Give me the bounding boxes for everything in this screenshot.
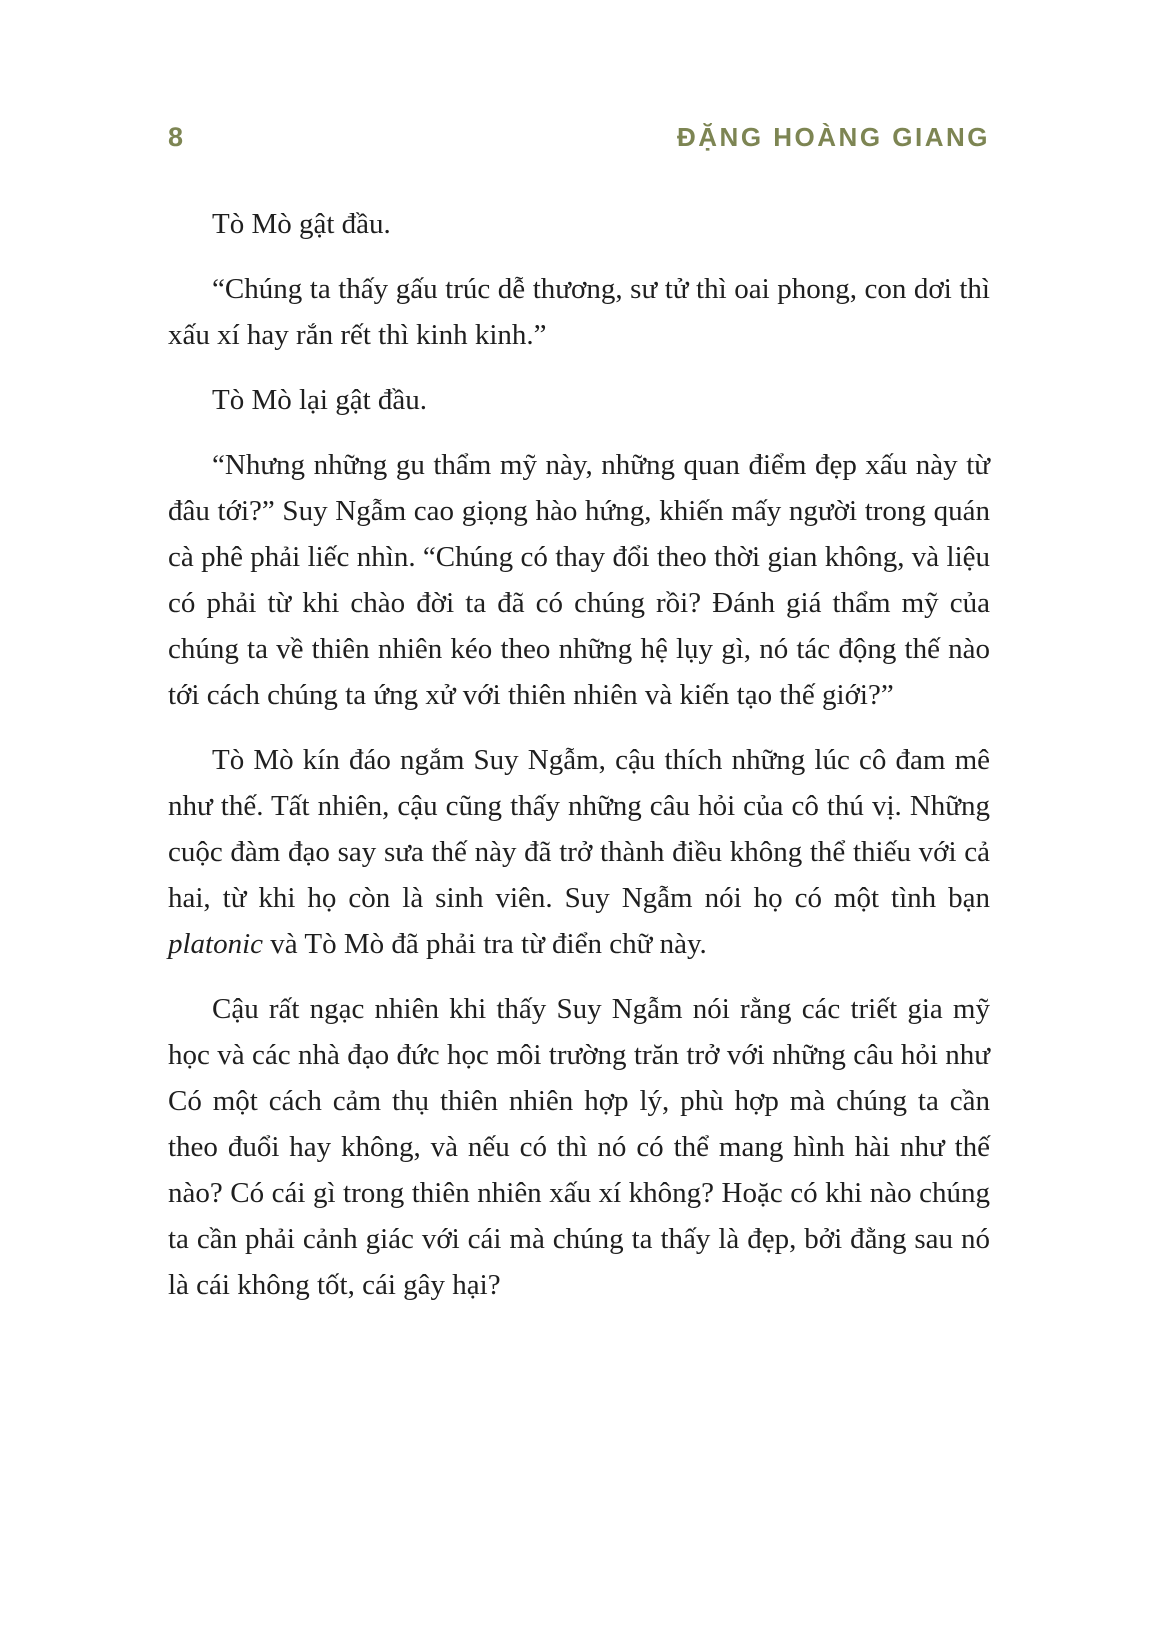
page-body <box>168 201 990 1308</box>
page-number: 8 <box>168 122 184 152</box>
paragraph <box>168 266 990 358</box>
paragraph <box>168 986 990 1308</box>
paragraph <box>168 377 990 423</box>
text-segment: “Nhưng những gu thẩm mỹ này, những quan điểm đẹp xấu này từ đâu tới?” Suy Ngẫm cao giọng hào hứng, khiến mấy người trong quán cà phê phải liếc nhìn. “Chúng có thay đổi theo thời gian không, và liệu có phải từ khi chào đời ta đã có chúng rồi? Đánh giá thẩm mỹ của chúng ta về thiên nhiên kéo theo những hệ lụy gì, nó tác động thế nào tới cách chúng ta ứng xử với thiên nhiên và kiến tạo thế giới?” <box>168 449 990 711</box>
page-header <box>168 122 990 153</box>
text-segment: Tò Mò gật đầu. <box>212 208 391 240</box>
italic-text-segment: platonic <box>168 928 264 960</box>
text-segment: và Tò Mò đã phải tra từ điển chữ này. <box>263 928 707 960</box>
text-segment: Tò Mò lại gật đầu. <box>212 384 428 416</box>
running-header-author: ĐẶNG HOÀNG GIANG <box>677 122 990 152</box>
paragraph <box>168 737 990 967</box>
text-segment: “Chúng ta thấy gấu trúc dễ thương, sư tử thì oai phong, con dơi thì xấu xí hay rắn rết thì kinh kinh.” <box>168 273 990 351</box>
paragraph <box>168 201 990 247</box>
paragraph <box>168 442 990 718</box>
text-segment: Tò Mò kín đáo ngắm Suy Ngẫm, cậu thích những lúc cô đam mê như thế. Tất nhiên, cậu cũng thấy những câu hỏi của cô thú vị. Những cuộc đàm đạo say sưa thế này đã trở thành điều không thể thiếu với cả hai, từ khi họ còn là sinh viên. Suy Ngẫm nói họ có một tình bạn <box>168 744 990 914</box>
text-segment: Cậu rất ngạc nhiên khi thấy Suy Ngẫm nói rằng các triết gia mỹ học và các nhà đạo đức học môi trường trăn trở với những câu hỏi như Có một cách cảm thụ thiên nhiên hợp lý, phù hợp mà chúng ta cần theo đuổi hay không, và nếu có thì nó có thể mang hình hài như thế nào? Có cái gì trong thiên nhiên xấu xí không? Hoặc có khi nào chúng ta cần phải cảnh giác với cái mà chúng ta thấy là đẹp, bởi đằng sau nó là cái không tốt, cái gây hại? <box>168 993 990 1301</box>
